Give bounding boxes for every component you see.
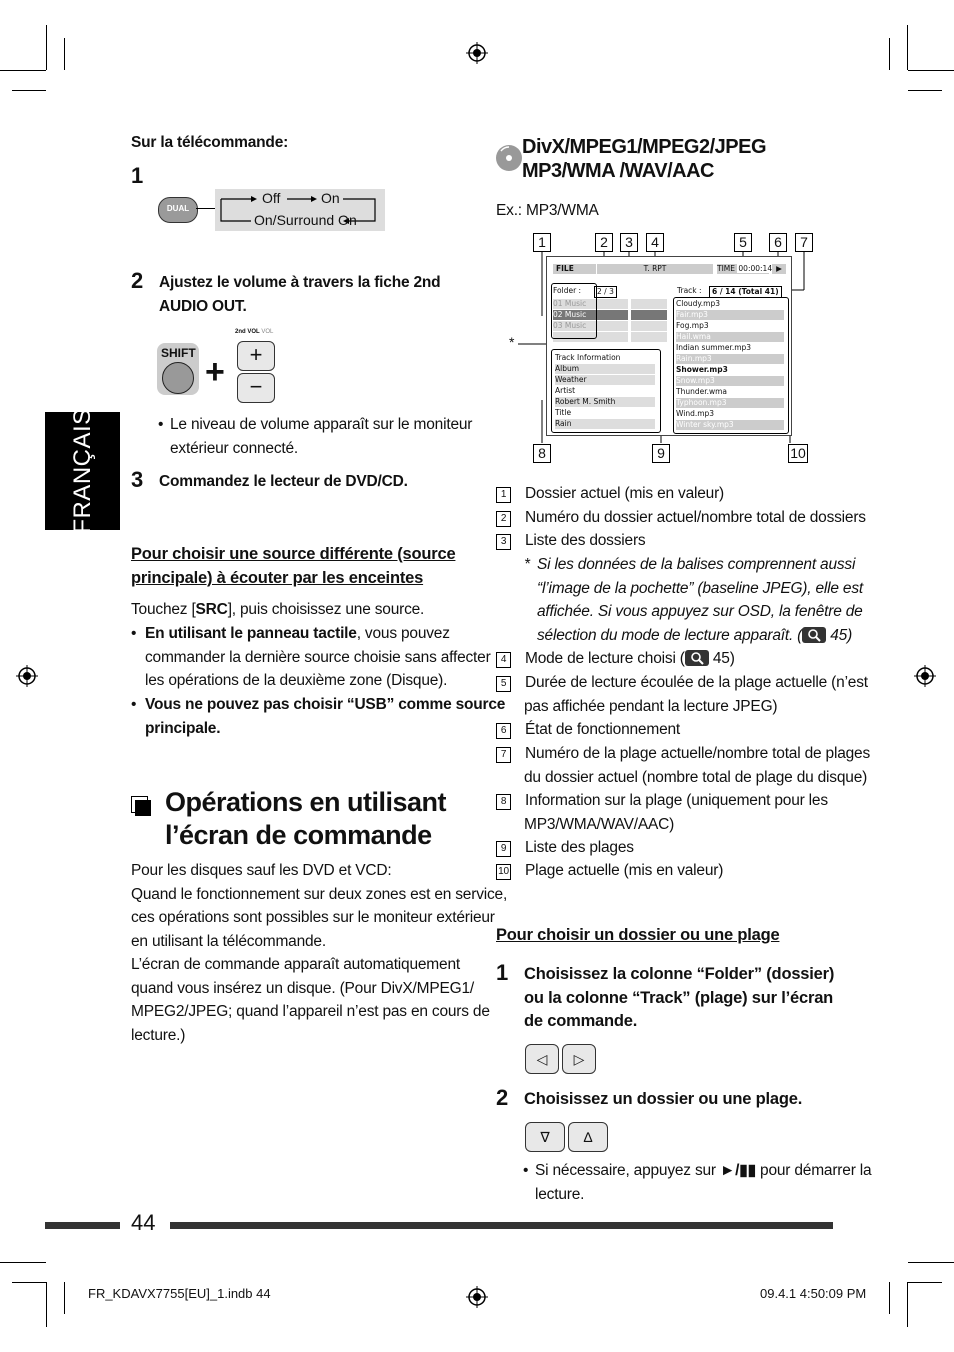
select-column-line: Choisissez la colonne “Folder” (dossier) [524, 965, 835, 983]
legend-num: 8 [496, 794, 511, 810]
legend-text: 45) [712, 650, 735, 667]
legend-text: État de fonctionnement [525, 721, 681, 738]
callout-2: 2 [595, 233, 613, 252]
legend-text: Numéro du dossier actuel/nombre total de dossiers [525, 509, 866, 526]
intro-line: L’écran de commande apparaît automatiquement [131, 956, 460, 973]
source-heading [131, 543, 455, 590]
legend-text: Liste des dossiers [525, 532, 646, 549]
legend-item [496, 789, 828, 836]
plus-sign: + [205, 353, 225, 391]
play-note-post: pour démarrer la [755, 1162, 872, 1179]
play-note-line: lecture. [535, 1185, 585, 1203]
track-item[interactable]: Winter sky.mp3 [676, 420, 784, 430]
touch-post: ], puis choisissez une source. [227, 601, 425, 618]
select-column-step [524, 963, 834, 1034]
crop-mark [46, 25, 47, 70]
step2-text [159, 271, 440, 318]
legend-text: Mode de lecture choisi ( [525, 650, 685, 667]
disc-icon [496, 141, 524, 173]
legend-num: 2 [496, 511, 511, 527]
section-title-line: l’écran de commande [165, 820, 432, 850]
format-title-line: MP3/WMA /WAV/AAC [522, 160, 714, 182]
format-title-line: DivX/MPEG1/MPEG2/JPEG [522, 136, 767, 158]
touch-panel-rest: , vous pouvez [356, 625, 450, 642]
repeat-mode: T. RPT [597, 264, 713, 274]
step2-text-line: AUDIO OUT. [159, 297, 247, 315]
registration-mark-icon [466, 1286, 488, 1308]
touch-panel-line: commander la dernière source choisie sans affecter [145, 648, 491, 666]
crop-mark [64, 38, 65, 70]
source-heading-line: Pour choisir une source différente (source [131, 545, 456, 563]
section-square-icon [131, 796, 151, 816]
track-item[interactable]: Wind.mp3 [676, 409, 715, 418]
track-item[interactable]: Fair.mp3 [676, 310, 784, 320]
folder-count: 2 / 3 [594, 286, 617, 298]
callout-5: 5 [734, 233, 752, 252]
volume-note-line: Le niveau de volume apparaît sur le moniteur [170, 416, 473, 433]
legend-item [496, 718, 680, 742]
usb-note [145, 693, 505, 740]
legend-item [496, 506, 866, 530]
select-column-line: de commande. [524, 1012, 638, 1030]
track-item[interactable]: Cloudy.mp3 [676, 299, 721, 308]
touch-src-text [131, 598, 424, 622]
intro-paragraph [131, 859, 507, 1047]
crop-mark [12, 1282, 46, 1283]
callout-7: 7 [795, 233, 813, 252]
up-arrow-button[interactable]: ∆ [568, 1122, 608, 1152]
magnifier-icon [802, 627, 826, 643]
play-pause-note [535, 1159, 871, 1206]
connector-line [196, 208, 216, 209]
right-arrow-button[interactable]: ▷ [562, 1044, 596, 1074]
step-number: 2 [496, 1085, 509, 1110]
note-line: affichée. Si vous appuyez sur OSD, la fenêtre de [537, 603, 863, 620]
cover-art-note [537, 553, 863, 647]
folder-track-heading: Pour choisir un dossier ou une plage [496, 926, 780, 944]
folder-bar [631, 321, 667, 331]
bullet-dot: • [131, 625, 137, 642]
time-value: 00:00:14 [738, 264, 773, 273]
usb-note-line: Vous ne pouvez pas choisir “USB” comme source [145, 696, 506, 713]
crop-mark [889, 38, 890, 70]
info-row: Rain [555, 419, 655, 429]
legend-num: 10 [496, 864, 511, 880]
shift-round-key [162, 362, 194, 394]
legend-text: du dossier actuel (nombre total de plage du disque) [524, 768, 868, 786]
legend-num: 7 [496, 747, 511, 763]
touch-panel-note [145, 622, 491, 693]
asterisk-marker: * [509, 334, 515, 350]
legend-text: Liste des plages [525, 839, 634, 856]
intro-line: ces opérations sont possibles sur le moniteur extérieur [131, 909, 495, 926]
highlight-folder-box [551, 283, 597, 339]
volume-up-button[interactable]: + [237, 341, 275, 371]
track-item[interactable]: Thunder.wma [676, 387, 728, 396]
play-state-icon: ▶ [772, 264, 786, 274]
section-title [165, 786, 446, 852]
legend-text: Durée de lecture écoulée de la plage actuelle (n’est [525, 674, 868, 691]
info-row: Robert M. Smith [555, 397, 655, 407]
intro-line: Pour les disques sauf les DVD et VCD: [131, 862, 392, 879]
control-screen [546, 256, 792, 436]
step-number: 1 [131, 163, 144, 188]
legend-text: pas affichée pendant la lecture JPEG) [524, 697, 778, 715]
info-row: Album [555, 364, 655, 374]
track-label: Track : [677, 286, 702, 295]
page-bar-right [170, 1222, 833, 1229]
shift-label: SHIFT [161, 346, 196, 360]
track-info-title: Track Information [555, 353, 621, 362]
track-item[interactable]: Snow.mp3 [676, 376, 784, 386]
touch-pre: Touchez [ [131, 601, 196, 618]
legend-num: 4 [496, 652, 511, 668]
remote-heading: Sur la télécommande: [131, 134, 289, 151]
left-arrow-button[interactable]: ◁ [525, 1044, 559, 1074]
legend-item [496, 529, 645, 553]
folder-bar [631, 299, 667, 309]
info-row: Title [555, 408, 572, 417]
highlight-track-box [673, 297, 789, 434]
callout-1: 1 [533, 233, 551, 252]
bullet-dot: • [523, 1162, 529, 1179]
legend-item [496, 482, 724, 506]
crop-mark [908, 90, 942, 91]
folder-bar [631, 332, 667, 342]
intro-line: MPEG2/JPEG; quand l’appareil n’est pas en cours de [131, 1003, 490, 1020]
crop-mark [64, 1282, 65, 1314]
legend-num: 9 [496, 841, 511, 857]
intro-line: lecture.) [131, 1026, 186, 1044]
note-line: sélection du mode de lecture apparaît. ( [537, 626, 803, 644]
note-page-ref: 45) [830, 626, 853, 644]
vol-label-vol: VOL [261, 329, 274, 335]
note-line: Si les données de la balises comprennent aussi [537, 556, 856, 573]
intro-line: quand vous insérez un disque. (Pour DivX/MPEG1/ [131, 979, 474, 997]
cycle-off-label: Off [262, 190, 281, 206]
vol-label-2nd: 2nd VOL [235, 329, 260, 335]
step3-text: Commandez le lecteur de DVD/CD. [159, 473, 408, 490]
src-key: SRC [195, 601, 228, 618]
volume-note [170, 413, 472, 460]
registration-mark-icon [16, 665, 38, 687]
page-bar-left [45, 1222, 120, 1229]
intro-line: en utilisant la télécommande. [131, 932, 326, 950]
language-tab-label: FRANÇAIS [68, 408, 96, 534]
intro-line: Quand le fonctionnement sur deux zones est en service, [131, 885, 508, 903]
highlight-info-box [551, 349, 661, 433]
track-item[interactable]: Hail.wma [676, 332, 784, 342]
crop-mark [907, 25, 908, 70]
select-column-line: ou la colonne “Track” (plage) sur l’écran [524, 988, 834, 1007]
example-label: Ex.: MP3/WMA [496, 202, 599, 219]
legend-item [496, 836, 634, 860]
info-row: Artist [555, 386, 576, 395]
note-line: “l’image de la pochette” (baseline JPEG), elle est [537, 579, 863, 597]
track-item[interactable]: Rain.mp3 [676, 354, 784, 364]
play-note-pre: Si nécessaire, appuyez sur [535, 1162, 721, 1179]
step-number: 1 [496, 960, 509, 985]
crop-mark [908, 1262, 954, 1263]
source-heading-line: principale) à écouter par les enceintes [131, 568, 424, 587]
magnifier-icon [685, 650, 709, 666]
cycle-surround-label: On/Surround On [254, 212, 357, 228]
legend-item [496, 859, 723, 883]
callout-8: 8 [533, 444, 551, 463]
dual-button[interactable] [158, 197, 198, 223]
legend-num: 3 [496, 534, 511, 550]
format-title [522, 135, 766, 183]
registration-mark-icon [466, 42, 488, 64]
touch-panel-bold: En utilisant le panneau tactile [145, 625, 357, 642]
folder-item[interactable]: 03 Music [553, 321, 628, 331]
bullet-dot: • [131, 696, 137, 713]
time-display [717, 264, 773, 274]
legend-text: Plage actuelle (mis en valeur) [525, 862, 724, 879]
folder-item[interactable]: 01 Music [553, 299, 628, 309]
legend-item [496, 647, 735, 671]
file-name: FR_KDAVX7755[EU]_1.indb 44 [88, 1286, 271, 1301]
callout-6: 6 [769, 233, 787, 252]
step2-text-line: Ajustez le volume à travers la fiche 2nd [159, 274, 441, 291]
legend-num: 5 [496, 676, 511, 692]
track-item[interactable]: Fog.mp3 [676, 321, 709, 330]
file-tab[interactable]: FILE [553, 264, 596, 274]
track-count: 6 / 14 (Total 41) [709, 286, 782, 298]
callout-9: 9 [652, 444, 670, 463]
step-number: 2 [131, 268, 144, 293]
track-item-current[interactable]: Shower.mp3 [676, 365, 728, 374]
legend-text: Information sur la plage (uniquement pour les [525, 792, 828, 809]
volume-note-line: extérieur connecté. [170, 439, 299, 457]
step-number: 3 [131, 467, 144, 492]
legend-text: Dossier actuel (mis en valeur) [525, 485, 725, 502]
page-number: 44 [131, 1210, 156, 1235]
play-pause-icon: ►/▮▮ [720, 1162, 756, 1179]
usb-note-line: principale. [145, 719, 221, 737]
dual-button-label: DUAL [166, 204, 190, 213]
legend-num: 6 [496, 723, 511, 739]
legend-item [496, 671, 868, 718]
crop-mark [46, 1282, 47, 1327]
select-item-step: Choisissez un dossier ou une plage. [524, 1090, 803, 1108]
legend-item [496, 742, 870, 789]
callout-4: 4 [646, 233, 664, 252]
registration-mark-icon [914, 665, 936, 687]
section-title-line: Opérations en utilisant [165, 787, 447, 817]
shift-button[interactable] [157, 343, 199, 395]
info-row: Weather [555, 375, 655, 385]
legend-num: 1 [496, 487, 511, 503]
note-star: * [524, 556, 530, 573]
callout-10: 10 [788, 444, 808, 463]
cycle-on-label: On [321, 190, 340, 206]
crop-mark [12, 90, 46, 91]
legend-text: MP3/WMA/WAV/AAC) [524, 815, 675, 833]
callout-3: 3 [620, 233, 638, 252]
crop-mark [0, 1262, 46, 1263]
down-arrow-button[interactable]: ∇ [525, 1122, 565, 1152]
print-date: 09.4.1 4:50:09 PM [760, 1286, 867, 1301]
track-item[interactable]: Indian summer.mp3 [676, 343, 752, 352]
crop-mark [908, 1282, 942, 1283]
crop-mark [0, 70, 46, 71]
time-label: TIME [717, 264, 736, 273]
folder-bar-current [631, 310, 667, 320]
folder-item-current[interactable]: 02 Music [553, 310, 628, 320]
touch-panel-line: les opérations de la deuxième zone (Disque). [145, 672, 448, 689]
legend-text: Numéro de la plage actuelle/nombre total de plages [525, 745, 871, 762]
bullet-dot: • [158, 416, 164, 433]
track-item[interactable]: Typhoon.mp3 [676, 398, 784, 408]
vol-label [235, 329, 273, 335]
crop-mark [889, 1282, 890, 1314]
crop-mark [907, 1282, 908, 1327]
crop-mark [908, 70, 954, 71]
volume-down-button[interactable]: − [237, 373, 275, 403]
folder-label: Folder : [553, 286, 582, 295]
mode-cycle-box [215, 189, 385, 231]
language-tab [45, 408, 120, 534]
